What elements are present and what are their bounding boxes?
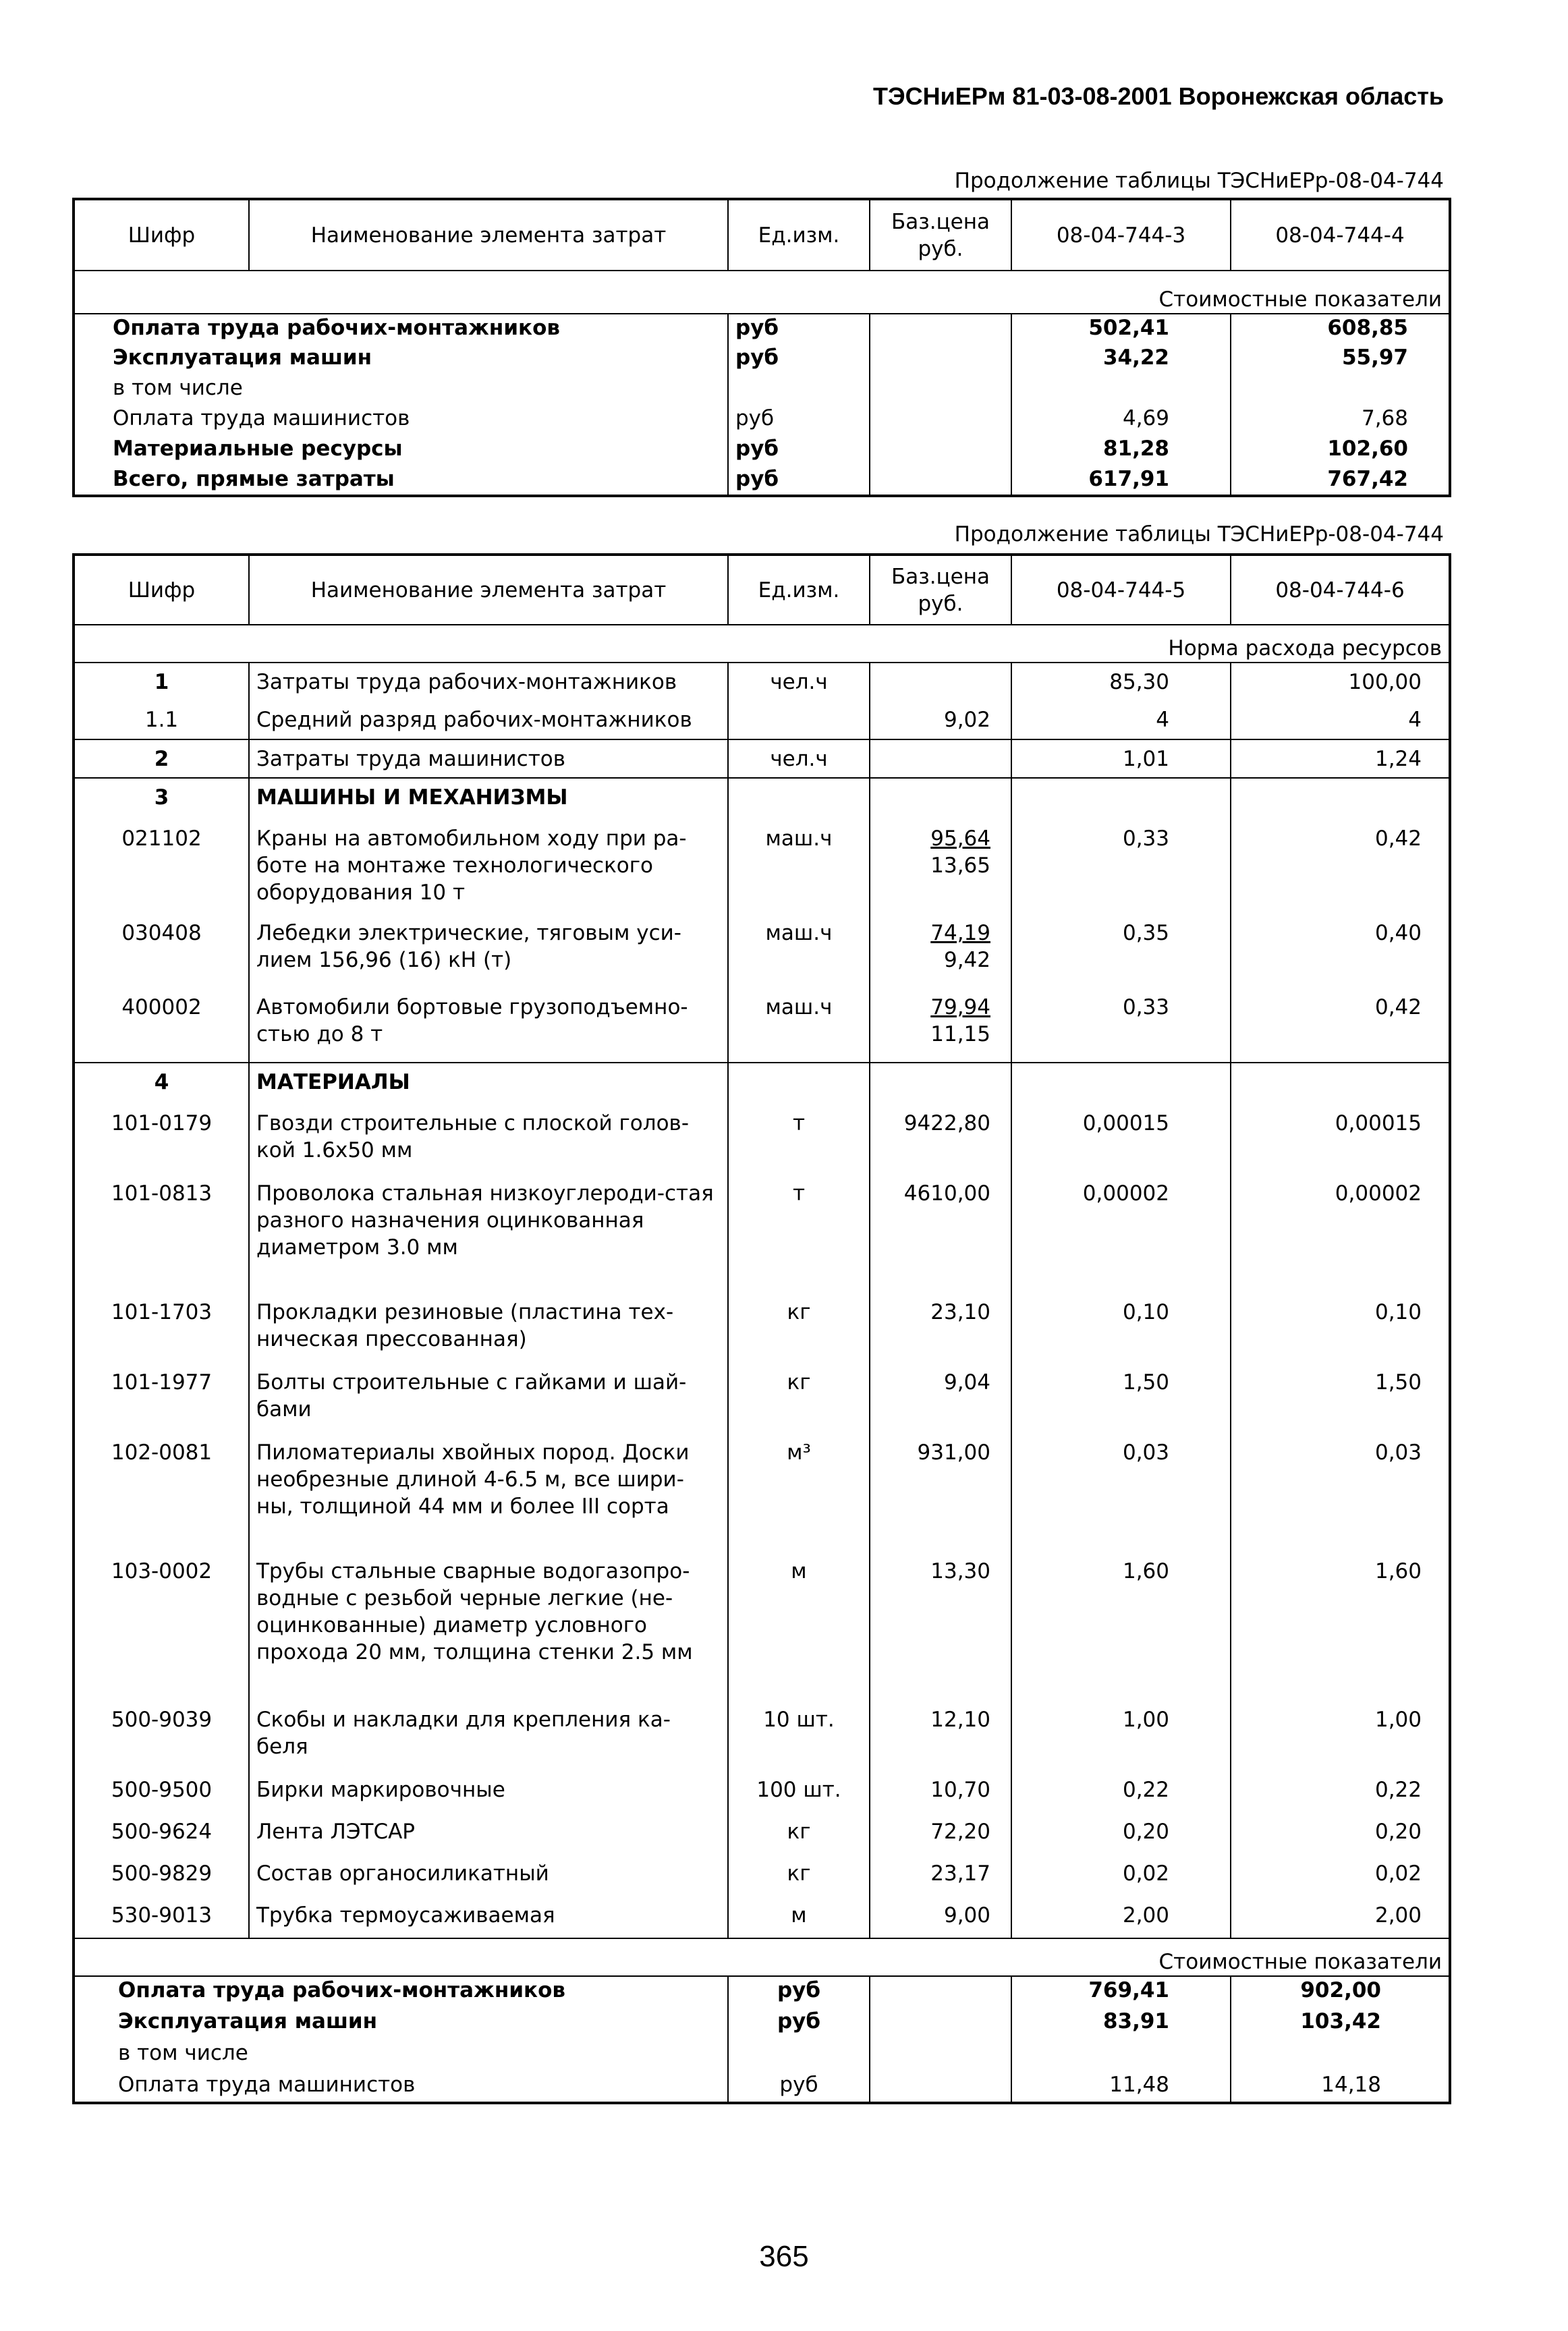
cost-table-1 xyxy=(72,198,1451,497)
row-price-value: 9,02 xyxy=(943,708,990,732)
row-unit: м xyxy=(728,1897,870,1938)
row-price xyxy=(870,435,1011,466)
row-price-value: 23,10 xyxy=(930,1300,990,1324)
table-row xyxy=(74,914,1450,988)
row-value-b: 0,42 xyxy=(1231,988,1450,1063)
section-label: Норма расхода ресурсов xyxy=(1168,636,1442,661)
table2-continuation: Продолжение таблицы ТЭСНиЕРр-08-04-744 xyxy=(954,522,1444,546)
row-price xyxy=(870,1104,1011,1175)
row-value-a: 1,60 xyxy=(1011,1552,1231,1701)
row-value-b: 102,60 xyxy=(1231,435,1450,466)
resource-table-2 xyxy=(72,553,1451,2104)
row-price xyxy=(870,1897,1011,1938)
row-value-a: 0,00002 xyxy=(1011,1175,1231,1293)
price-header-line1: Баз.цена xyxy=(891,564,990,589)
row-code: 530-9013 xyxy=(111,1903,213,1928)
row-name: Оплата труда машинистов xyxy=(118,2073,416,2097)
row-name: Прокладки резиновые (пластина тех-ническая прессованная) xyxy=(249,1293,728,1364)
row-unit: маш.ч xyxy=(728,820,870,914)
row-price xyxy=(870,1855,1011,1897)
table-row xyxy=(74,1771,1450,1813)
row-unit xyxy=(728,2040,870,2071)
row-value-b: 0,22 xyxy=(1231,1771,1450,1813)
row-unit: руб xyxy=(728,1976,870,2008)
row-value-b: 0,03 xyxy=(1231,1434,1450,1552)
row-value-b: 2,00 xyxy=(1231,1897,1450,1938)
row-price-value: 12,10 xyxy=(930,1708,990,1732)
row-code: 101-0179 xyxy=(111,1111,213,1135)
row-price-value: 9,04 xyxy=(943,1370,990,1395)
row-name: Краны на автомобильном ходу при ра-боте на монтаже технологического оборудования 10 т xyxy=(249,820,728,914)
row-value-b xyxy=(1231,2040,1450,2071)
row-price xyxy=(870,1063,1011,1104)
row-name: Затраты труда машинистов xyxy=(249,739,728,778)
table-row xyxy=(74,739,1450,778)
row-price-value: 23,17 xyxy=(930,1861,990,1886)
table-row xyxy=(74,405,1450,435)
row-code: 500-9039 xyxy=(111,1708,213,1732)
table-row xyxy=(74,988,1450,1063)
row-unit: т xyxy=(728,1175,870,1293)
row-price-value: 79,94 xyxy=(930,995,990,1019)
row-name: Материальные ресурсы xyxy=(113,437,403,461)
table-row xyxy=(74,1976,1450,2008)
cost-section-label: Стоимостные показатели xyxy=(1158,1950,1442,1974)
row-price xyxy=(870,1976,1011,2008)
row-name: Скобы и накладки для крепления ка-беля xyxy=(249,1701,728,1771)
price-header-line2: руб. xyxy=(918,236,963,261)
row-name: Эксплуатация машин xyxy=(118,2009,378,2033)
table-row xyxy=(74,1063,1450,1104)
row-value-a: 0,02 xyxy=(1011,1855,1231,1897)
row-value-b: 608,85 xyxy=(1231,314,1450,344)
row-price xyxy=(870,988,1011,1063)
row-name: Эксплуатация машин xyxy=(113,345,372,370)
row-name: Всего, прямые затраты xyxy=(113,467,395,491)
row-price-value: 9422,80 xyxy=(903,1111,990,1135)
table-row xyxy=(74,1104,1450,1175)
row-unit: 100 шт. xyxy=(728,1771,870,1813)
row-name: в том числе xyxy=(113,376,243,400)
row-code: 500-9500 xyxy=(111,1778,213,1802)
row-value-a: 85,30 xyxy=(1011,663,1231,701)
row-value-b xyxy=(1231,1063,1450,1104)
row-price-second: 11,15 xyxy=(930,1022,990,1046)
row-code: 021102 xyxy=(121,826,202,851)
row-price-value: 72,20 xyxy=(930,1820,990,1844)
row-unit: руб xyxy=(728,344,870,374)
row-code: 102-0081 xyxy=(111,1440,213,1465)
row-price xyxy=(870,1293,1011,1364)
row-value-b: 767,42 xyxy=(1231,466,1450,496)
row-value-a: 0,33 xyxy=(1011,820,1231,914)
table-row xyxy=(74,466,1450,496)
row-value-b: 1,00 xyxy=(1231,1701,1450,1771)
row-value-b: 103,42 xyxy=(1231,2008,1450,2040)
row-unit: м xyxy=(728,1552,870,1701)
col-header-a: 08-04-744-5 xyxy=(1011,555,1231,625)
row-value-b: 14,18 xyxy=(1231,2071,1450,2103)
row-value-a: 0,20 xyxy=(1011,1813,1231,1855)
row-value-a: 1,50 xyxy=(1011,1364,1231,1434)
section-label: Стоимостные показатели xyxy=(1158,287,1442,312)
row-value-b: 4 xyxy=(1231,701,1450,739)
row-value-b: 1,60 xyxy=(1231,1552,1450,1701)
col-header-price xyxy=(870,555,1011,625)
table-row xyxy=(74,778,1450,820)
row-unit: руб xyxy=(728,314,870,344)
table-row xyxy=(74,1701,1450,1771)
table-row xyxy=(74,344,1450,374)
row-price xyxy=(870,1434,1011,1552)
row-name: Средний разряд рабочих-монтажников xyxy=(249,701,728,739)
row-name: в том числе xyxy=(118,2041,248,2065)
col-header-unit: Ед.изм. xyxy=(728,199,870,271)
price-header-line2: руб. xyxy=(918,591,963,616)
row-unit: т xyxy=(728,1104,870,1175)
row-value-b: 0,10 xyxy=(1231,1293,1450,1364)
row-value-a: 4 xyxy=(1011,701,1231,739)
row-value-a: 2,00 xyxy=(1011,1897,1231,1938)
col-header-b: 08-04-744-6 xyxy=(1231,555,1450,625)
table1-continuation: Продолжение таблицы ТЭСНиЕРр-08-04-744 xyxy=(954,169,1444,193)
table-row xyxy=(74,820,1450,914)
row-price xyxy=(870,1364,1011,1434)
row-unit: чел.ч xyxy=(728,663,870,701)
row-price-value: 10,70 xyxy=(930,1778,990,1802)
col-header-unit: Ед.изм. xyxy=(728,555,870,625)
row-value-b xyxy=(1231,778,1450,820)
row-price xyxy=(870,739,1011,778)
row-value-a: 0,33 xyxy=(1011,988,1231,1063)
row-price xyxy=(870,466,1011,496)
row-value-a xyxy=(1011,1063,1231,1104)
row-unit: руб xyxy=(728,435,870,466)
row-value-a: 0,10 xyxy=(1011,1293,1231,1364)
row-name: Затраты труда рабочих-монтажников xyxy=(249,663,728,701)
row-price-value: 931,00 xyxy=(917,1440,990,1465)
table-row xyxy=(74,2040,1450,2071)
row-name: Болты строительные с гайками и шай-бами xyxy=(249,1364,728,1434)
row-price xyxy=(870,820,1011,914)
row-price xyxy=(870,2008,1011,2040)
page-number: 365 xyxy=(759,2240,809,2273)
page-header: ТЭСНиЕРм 81-03-08-2001 Воронежская область xyxy=(873,82,1444,110)
row-unit: руб xyxy=(728,2071,870,2103)
row-unit xyxy=(728,778,870,820)
row-value-a xyxy=(1011,778,1231,820)
row-name: Трубка термоусаживаемая xyxy=(249,1897,728,1938)
row-code: 2 xyxy=(154,747,169,771)
row-value-a: 502,41 xyxy=(1011,314,1231,344)
row-unit: 10 шт. xyxy=(728,1701,870,1771)
table-row xyxy=(74,1855,1450,1897)
row-price xyxy=(870,1552,1011,1701)
row-value-b: 0,40 xyxy=(1231,914,1450,988)
row-unit: кг xyxy=(728,1813,870,1855)
row-price xyxy=(870,374,1011,405)
row-unit xyxy=(728,701,870,739)
row-unit xyxy=(728,1063,870,1104)
row-price xyxy=(870,663,1011,701)
row-price-value: 95,64 xyxy=(930,826,990,851)
row-value-a: 0,22 xyxy=(1011,1771,1231,1813)
row-price xyxy=(870,1813,1011,1855)
row-code: 101-1703 xyxy=(111,1300,213,1324)
row-code: 3 xyxy=(154,785,169,810)
table-row xyxy=(74,1364,1450,1434)
row-price xyxy=(870,701,1011,739)
row-code: 500-9829 xyxy=(111,1861,213,1886)
row-name: Лента ЛЭТСАР xyxy=(249,1813,728,1855)
row-value-a: 769,41 xyxy=(1011,1976,1231,2008)
table-row xyxy=(74,314,1450,344)
row-unit: руб xyxy=(728,405,870,435)
row-unit: чел.ч xyxy=(728,739,870,778)
table-row xyxy=(74,1175,1450,1293)
row-code: 103-0002 xyxy=(111,1559,213,1583)
row-unit: маш.ч xyxy=(728,914,870,988)
table-row xyxy=(74,1293,1450,1364)
table-row xyxy=(74,374,1450,405)
row-unit: кг xyxy=(728,1364,870,1434)
row-value-b: 902,00 xyxy=(1231,1976,1450,2008)
row-code: 1.1 xyxy=(144,708,179,732)
col-header-a: 08-04-744-3 xyxy=(1011,199,1231,271)
row-price xyxy=(870,1701,1011,1771)
row-price xyxy=(870,1175,1011,1293)
row-name: Трубы стальные сварные водогазопро-водные с резьбой черные легкие (не-оцинкованные) диаметр условного прохода 20 мм, толщина стенки 2.5 мм xyxy=(249,1552,728,1701)
row-value-a: 81,28 xyxy=(1011,435,1231,466)
row-value-b: 0,20 xyxy=(1231,1813,1450,1855)
row-price xyxy=(870,314,1011,344)
table-row xyxy=(74,1813,1450,1855)
row-price-value: 4610,00 xyxy=(903,1181,990,1206)
row-name: Пиломатериалы хвойных пород. Доски необрезные длиной 4-6.5 м, все шири-ны, толщиной 44 мм и более III сорта xyxy=(249,1434,728,1552)
row-unit: кг xyxy=(728,1855,870,1897)
table-row xyxy=(74,435,1450,466)
row-name: Лебедки электрические, тяговым уси-лием 156,96 (16) кН (т) xyxy=(249,914,728,988)
table-row xyxy=(74,2008,1450,2040)
row-name: Проволока стальная низкоуглероди-стая разного назначения оцинкованная диаметром 3.0 мм xyxy=(249,1175,728,1293)
col-header-code: Шифр xyxy=(128,223,196,248)
price-header-line1: Баз.цена xyxy=(891,209,990,234)
row-code: 1 xyxy=(154,670,169,694)
row-code: 4 xyxy=(154,1070,169,1094)
row-unit: кг xyxy=(728,1293,870,1364)
row-price xyxy=(870,1771,1011,1813)
row-price xyxy=(870,2040,1011,2071)
row-value-b: 1,24 xyxy=(1231,739,1450,778)
row-value-a: 1,01 xyxy=(1011,739,1231,778)
row-value-b: 1,50 xyxy=(1231,1364,1450,1434)
row-name: МАТЕРИАЛЫ xyxy=(249,1063,728,1104)
row-price-value: 13,30 xyxy=(930,1559,990,1583)
row-price-second: 9,42 xyxy=(943,948,990,972)
row-value-b: 0,00015 xyxy=(1231,1104,1450,1175)
row-code: 101-0813 xyxy=(111,1181,213,1206)
row-code: 500-9624 xyxy=(111,1820,213,1844)
row-name: Автомобили бортовые грузоподъемно-стью до 8 т xyxy=(249,988,728,1063)
table-row xyxy=(74,663,1450,701)
row-name: МАШИНЫ И МЕХАНИЗМЫ xyxy=(249,778,728,820)
row-value-b: 0,02 xyxy=(1231,1855,1450,1897)
row-value-a: 617,91 xyxy=(1011,466,1231,496)
col-header-b: 08-04-744-4 xyxy=(1231,199,1450,271)
row-value-a: 0,03 xyxy=(1011,1434,1231,1552)
col-header-name: Наименование элемента затрат xyxy=(249,555,728,625)
col-header-code: Шифр xyxy=(128,578,196,602)
row-name: Оплата труда машинистов xyxy=(113,406,410,430)
row-code: 030408 xyxy=(121,921,202,945)
row-name: Оплата труда рабочих-монтажников xyxy=(118,1978,565,2002)
table-row xyxy=(74,1897,1450,1938)
row-name: Оплата труда рабочих-монтажников xyxy=(113,316,560,340)
row-price xyxy=(870,344,1011,374)
row-name: Состав органосиликатный xyxy=(249,1855,728,1897)
row-value-a: 0,00015 xyxy=(1011,1104,1231,1175)
col-header-name: Наименование элемента затрат xyxy=(249,199,728,271)
row-price-value: 9,00 xyxy=(943,1903,990,1928)
row-value-b: 7,68 xyxy=(1231,405,1450,435)
row-value-a: 83,91 xyxy=(1011,2008,1231,2040)
row-value-a: 0,35 xyxy=(1011,914,1231,988)
row-value-b: 0,00002 xyxy=(1231,1175,1450,1293)
row-name: Бирки маркировочные xyxy=(249,1771,728,1813)
row-value-a: 1,00 xyxy=(1011,1701,1231,1771)
row-value-a: 11,48 xyxy=(1011,2071,1231,2103)
row-price xyxy=(870,2071,1011,2103)
row-value-b xyxy=(1231,374,1450,405)
col-header-price xyxy=(870,199,1011,271)
table-row xyxy=(74,2071,1450,2103)
row-unit: руб xyxy=(728,466,870,496)
row-unit: руб xyxy=(728,2008,870,2040)
row-unit xyxy=(728,374,870,405)
row-price-second: 13,65 xyxy=(930,853,990,878)
row-price-value: 74,19 xyxy=(930,921,990,945)
row-price xyxy=(870,405,1011,435)
row-unit: м³ xyxy=(728,1434,870,1552)
row-code: 101-1977 xyxy=(111,1370,213,1395)
row-value-a: 34,22 xyxy=(1011,344,1231,374)
row-value-a: 4,69 xyxy=(1011,405,1231,435)
table-row xyxy=(74,701,1450,739)
row-value-a xyxy=(1011,374,1231,405)
row-price xyxy=(870,914,1011,988)
row-unit: маш.ч xyxy=(728,988,870,1063)
row-name: Гвозди строительные с плоской голов-кой 1.6х50 мм xyxy=(249,1104,728,1175)
row-value-b: 0,42 xyxy=(1231,820,1450,914)
row-code: 400002 xyxy=(121,995,202,1019)
row-value-a xyxy=(1011,2040,1231,2071)
table-row xyxy=(74,1552,1450,1701)
row-value-b: 55,97 xyxy=(1231,344,1450,374)
row-value-b: 100,00 xyxy=(1231,663,1450,701)
row-price xyxy=(870,778,1011,820)
table-row xyxy=(74,1434,1450,1552)
